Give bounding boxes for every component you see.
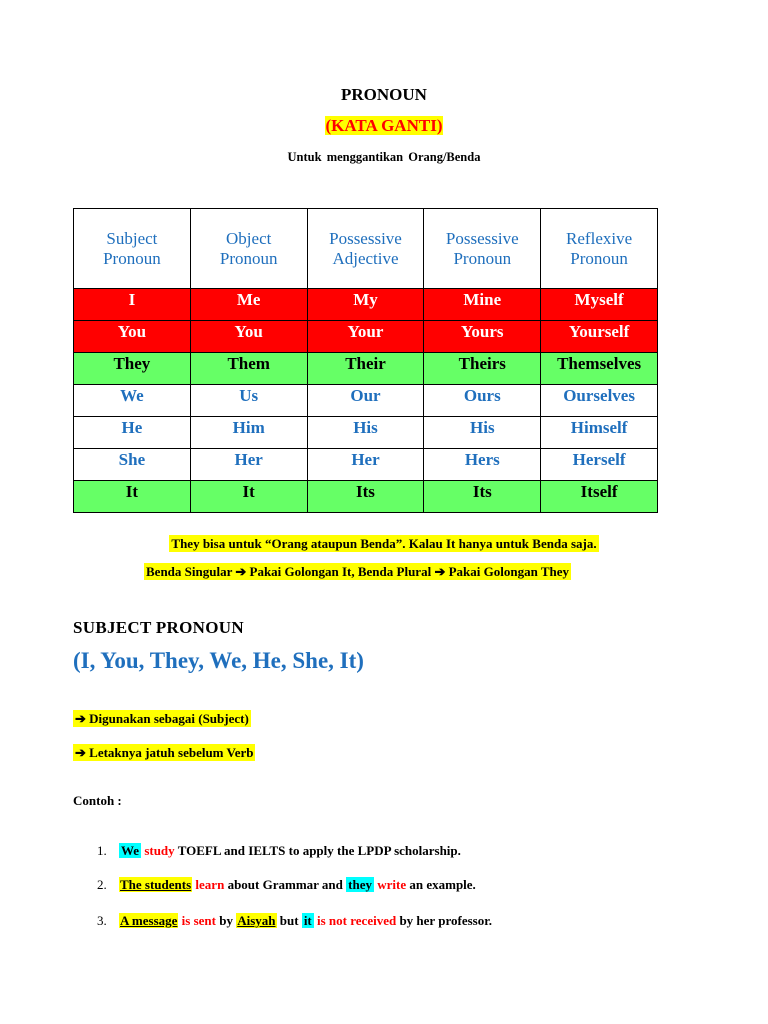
subject-pronoun-list: (I, You, They, We, He, She, It) — [73, 648, 364, 673]
header-object-pronoun: Object Pronoun — [190, 209, 307, 289]
table-cell: Their — [307, 353, 424, 385]
table-cell: Him — [190, 417, 307, 449]
table-cell: I — [74, 289, 191, 321]
table-cell: Ours — [424, 385, 541, 417]
note-singular-plural — [144, 564, 571, 580]
subject-highlight: The students — [120, 877, 192, 892]
examples-label: Contoh : — [73, 793, 122, 808]
table-cell: Them — [190, 353, 307, 385]
example-3: 3. A message is sent by Aisyah but it is not received by her professor. — [97, 913, 493, 928]
table-cell: Itself — [541, 481, 658, 513]
table-row — [74, 321, 658, 353]
example-2: 2. The students learn about Grammar and they write an example. — [97, 877, 476, 892]
section-title: SUBJECT PRONOUN — [73, 618, 244, 637]
table-cell: His — [424, 417, 541, 449]
table-cell: Our — [307, 385, 424, 417]
table-row — [74, 449, 658, 481]
subject-highlight: A message — [120, 913, 178, 928]
table-row — [74, 353, 658, 385]
table-cell: Mine — [424, 289, 541, 321]
table-row — [74, 417, 658, 449]
page-description: Untuk menggantikan Orang/Benda — [287, 150, 481, 164]
arrow-right-icon: ➔ — [434, 564, 446, 579]
bullet-position: ➔ Letaknya jatuh sebelum Verb — [75, 745, 254, 760]
table-cell: Her — [190, 449, 307, 481]
header-possessive-pronoun: Possessive Pronoun — [424, 209, 541, 289]
page-subtitle: (KATA GANTI) — [325, 116, 443, 135]
table-cell: Theirs — [424, 353, 541, 385]
note-they-usage — [0, 536, 768, 552]
table-cell: Ourselves — [541, 385, 658, 417]
table-cell: We — [74, 385, 191, 417]
subject-highlight: it — [303, 913, 312, 928]
arrow-right-icon: ➔ — [75, 711, 86, 726]
table-cell: Herself — [541, 449, 658, 481]
table-cell: It — [190, 481, 307, 513]
arrow-right-icon: ➔ — [75, 745, 86, 760]
table-row — [74, 481, 658, 513]
subject-highlight: We — [121, 843, 140, 858]
subtitle-wrap — [0, 116, 768, 136]
table-cell: She — [74, 449, 191, 481]
agent-highlight: Aisyah — [237, 913, 276, 928]
bullet-subject-usage: ➔ Digunakan sebagai (Subject) — [75, 711, 249, 726]
table-cell: They — [74, 353, 191, 385]
subject-highlight: they — [348, 877, 372, 892]
table-cell: You — [190, 321, 307, 353]
table-cell: He — [74, 417, 191, 449]
table-cell: Myself — [541, 289, 658, 321]
table-cell: His — [307, 417, 424, 449]
arrow-right-icon: ➔ — [235, 564, 247, 579]
note-they-usage-text: They bisa untuk “Orang ataupun Benda”. Kalau It hanya untuk Benda saja. — [171, 536, 597, 551]
pronoun-table — [73, 208, 658, 513]
table-cell: My — [307, 289, 424, 321]
table-cell: Himself — [541, 417, 658, 449]
table-row — [74, 385, 658, 417]
table-cell: Yourself — [541, 321, 658, 353]
table-body — [74, 289, 658, 513]
table-cell: You — [74, 321, 191, 353]
table-cell: Us — [190, 385, 307, 417]
table-cell: Your — [307, 321, 424, 353]
page-title: PRONOUN — [341, 85, 427, 104]
table-cell: Her — [307, 449, 424, 481]
note-singular-plural-text: Benda Singular ➔ Pakai Golongan It, Benda Plural ➔ Pakai Golongan They — [146, 564, 569, 579]
table-cell: Yours — [424, 321, 541, 353]
table-row — [74, 289, 658, 321]
table-cell: Me — [190, 289, 307, 321]
table-cell: Its — [307, 481, 424, 513]
table-cell: Its — [424, 481, 541, 513]
header-reflexive-pronoun: Reflexive Pronoun — [541, 209, 658, 289]
table-header-row — [74, 209, 658, 289]
example-1: 1. We study TOEFL and IELTS to apply the LPDP scholarship. — [97, 843, 461, 858]
table-cell: Themselves — [541, 353, 658, 385]
header-subject-pronoun: Subject Pronoun — [74, 209, 191, 289]
table-cell: Hers — [424, 449, 541, 481]
header-possessive-adjective: Possessive Adjective — [307, 209, 424, 289]
table-cell: It — [74, 481, 191, 513]
